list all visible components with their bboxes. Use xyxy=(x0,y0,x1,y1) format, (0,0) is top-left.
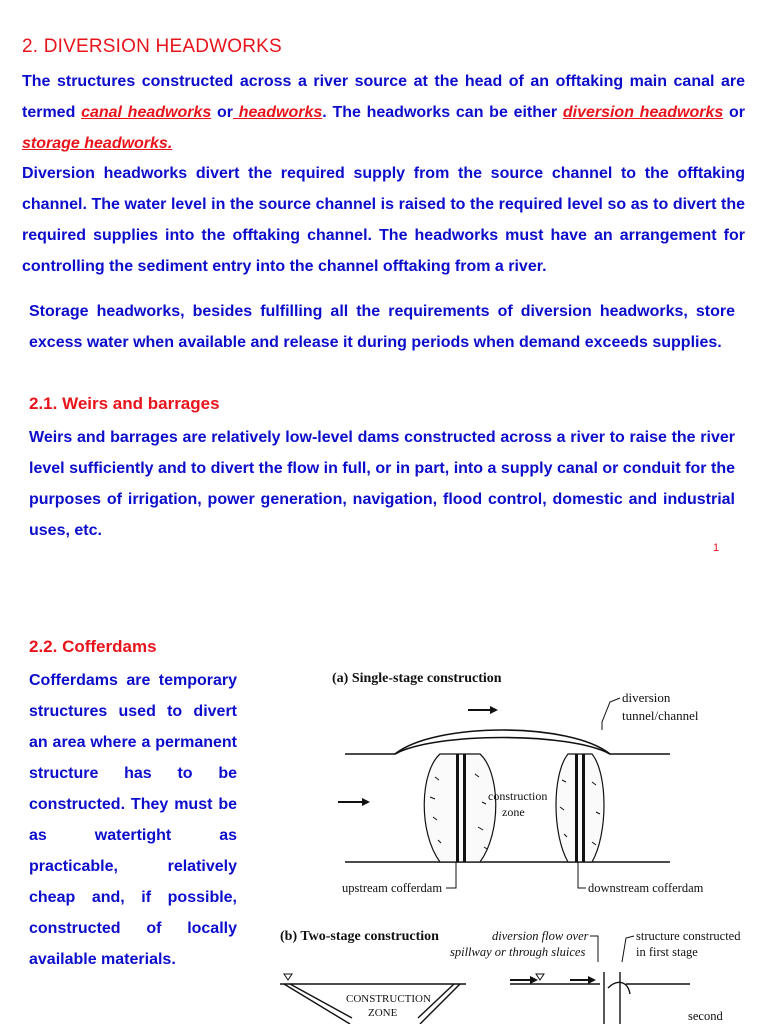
figure-a-label: (a) Single-stage construction xyxy=(332,671,502,686)
storage-headworks-paragraph: Storage headworks, besides fulfilling all the requirements of diversion headworks, store excess water when available and release it during periods when demand exceeds supplies. xyxy=(29,303,735,351)
figure-b-label: (b) Two-stage construction xyxy=(280,929,439,944)
flow-over-label-1: diversion flow over xyxy=(492,929,589,943)
canal-headworks-link[interactable]: canal headworks xyxy=(81,104,212,121)
diversion-headworks-paragraph: Diversion headworks divert the required supply from the source channel to the offtaking channel. The water level in the source channel is raised to the required level so as to divert the required supplies into the offtaking channel. The headworks must have an arrangement for controlling the sediment entry into the channel offtaking from a river. xyxy=(22,165,745,275)
diversion-label-1: diversion xyxy=(622,690,671,705)
flow-arrow-b2 xyxy=(570,976,596,984)
cofferdams-heading: 2.2. Cofferdams xyxy=(29,637,157,656)
first-stage-label-2: in first stage xyxy=(636,945,698,959)
weirs-heading: 2.1. Weirs and barrages xyxy=(29,394,220,413)
downstream-cofferdam xyxy=(556,754,604,862)
construction-zone-b-2: ZONE xyxy=(368,1007,398,1019)
construction-zone-b-1: CONSTRUCTION xyxy=(346,993,431,1005)
page-number: 1 xyxy=(713,542,720,554)
flow-over-leader xyxy=(590,936,598,962)
cofferdams-paragraph: Cofferdams are temporary structures used to divert an area where a permanent structure has to be constructed. They must be as watertight as practicable, relatively cheap and, if possible, constructed of locally available materials. xyxy=(29,672,237,968)
upstream-cofferdam xyxy=(424,754,496,862)
upstream-leader xyxy=(446,862,456,888)
downstream-leader xyxy=(578,862,586,888)
water-level-marker-right xyxy=(536,974,544,980)
diversion-leader xyxy=(602,698,620,730)
first-stage-label-1: structure constructed xyxy=(636,929,741,943)
flow-arrow-b xyxy=(510,976,538,984)
intro-text-1: The structures constructed across a river source at the head of an offtaking main canal are termed xyxy=(22,73,745,121)
intro-text-4: or xyxy=(723,104,745,121)
second-label: second xyxy=(688,1009,723,1023)
weirs-paragraph: Weirs and barrages are relatively low-level dams constructed across a river to raise the river level sufficiently and to divert the flow in full, or in part, into a supply canal or conduit for the purposes of irrigation, power generation, navigation, flood control, domestic and industrial uses, etc. xyxy=(29,429,735,539)
storage-headworks-link[interactable]: storage headworks. xyxy=(22,135,173,152)
downstream-cofferdam-label: downstream cofferdam xyxy=(588,881,704,895)
construction-zone-label-2: zone xyxy=(502,805,525,819)
cofferdam-diagram xyxy=(270,662,750,1024)
first-stage-leader xyxy=(622,936,634,962)
headworks-link[interactable]: headworks xyxy=(233,104,323,121)
intro-text-2: or xyxy=(211,104,233,121)
flow-over-label-2: spillway or through sluices xyxy=(450,945,586,959)
diversion-label-2: tunnel/channel xyxy=(622,708,699,723)
upstream-cofferdam-label: upstream cofferdam xyxy=(342,881,443,895)
diversion-tunnel xyxy=(345,730,670,754)
river-flow-arrow xyxy=(338,798,370,806)
water-level-marker-left xyxy=(284,974,292,980)
construction-zone-label-1: construction xyxy=(488,789,548,803)
main-heading: 2. DIVERSION HEADWORKS xyxy=(22,36,282,57)
intro-text-3: . The headworks can be either xyxy=(322,104,563,121)
flow-arrow-top xyxy=(468,706,498,714)
diversion-headworks-link[interactable]: diversion headworks xyxy=(562,104,724,121)
intro-paragraph xyxy=(22,66,745,159)
